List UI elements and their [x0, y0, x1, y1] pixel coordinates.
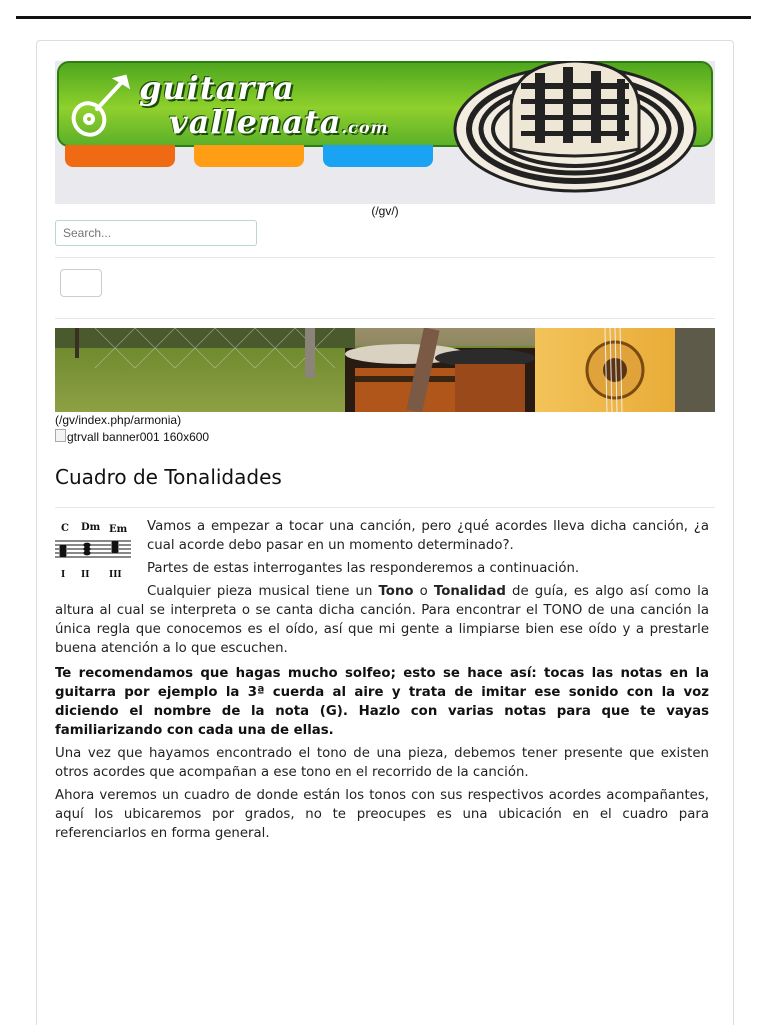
logo-text-main: vallenata [169, 103, 342, 141]
bold-term: Tono [378, 584, 414, 599]
score-chord-label: Dm [81, 522, 101, 533]
text-run: de guía, es algo así como la altura al cual se interpreta o se canta dicha canción. Para encontrar el TONO de una canción la única regla que conocemos es el oído, así que mi gente a limpiarse bien ese oído y a prestarle buena atención a lo que escuchen. [55, 584, 709, 656]
text-run: Cualquier pieza musical tiene un [147, 584, 379, 599]
logo-text-vallenata [169, 103, 388, 141]
logo-text-guitarra: guitarra [139, 69, 295, 107]
article-paragraph: Vamos a empezar a tocar una canción, pero ¿qué acordes lleva dicha canción, ¿a cual acorde debo pasar en un momento determinado?. [147, 519, 709, 553]
article-title: Cuadro de Tonalidades [55, 465, 282, 489]
score-chord-label: Em [109, 524, 128, 535]
score-degree-label: I [61, 570, 66, 580]
nav-tab-orange-dark[interactable] [65, 145, 175, 167]
photo-banner-link[interactable]: (/gv/index.php/armonia) [55, 413, 182, 427]
menu-toggle-button[interactable] [60, 269, 102, 297]
broken-image-alt-text: gtrvall banner001 160x600 [67, 430, 210, 444]
article-paragraph: Partes de estas interrogantes las responderemos a continuación. [147, 561, 580, 576]
article-body [55, 517, 709, 847]
divider [55, 507, 715, 508]
score-degree-label: III [109, 570, 122, 580]
guitar-logo-icon [69, 73, 131, 143]
sombrero-vueltiao-image [451, 61, 699, 193]
top-rule [16, 16, 751, 19]
article-paragraph [55, 582, 709, 658]
article-paragraph: Ahora veremos un cuadro de donde están los tonos con sus respectivos acordes acompañantes, aquí los ubicaremos por grados, no te preocupes es una ubicación en el cuadro para referenciarlos en forma general. [55, 788, 709, 841]
score-chord-label: C [61, 523, 69, 534]
divider [55, 257, 715, 258]
search-input[interactable] [55, 220, 257, 246]
page-container [36, 40, 734, 1025]
divider [55, 318, 715, 319]
article-paragraph: Una vez que hayamos encontrado el tono de una pieza, debemos tener presente que existen otros acordes que acompañan a ese tono en el recorrido de la canción. [55, 746, 709, 780]
banner-link-text[interactable]: (/gv/) [371, 204, 399, 218]
bold-term: Tonalidad [433, 584, 506, 599]
site-banner[interactable] [55, 61, 715, 204]
nav-tab-blue[interactable] [323, 145, 433, 167]
broken-image-alt[interactable] [55, 429, 209, 444]
instruments-photo-banner[interactable] [55, 328, 715, 412]
music-score-image [55, 519, 135, 589]
text-run: o [413, 584, 434, 599]
logo-text-suffix: .com [341, 118, 389, 137]
broken-image-icon [55, 429, 66, 442]
nav-tab-orange[interactable] [194, 145, 304, 167]
article-paragraph-bold: Te recomendamos que hagas mucho solfeo; esto se hace así: tocas las notas en la guitarra por ejemplo la 3ª cuerda al aire y trata de imitar ese sonido con la voz diciendo el nombre de la nota (G). Hazlo con varias notas para que te vayas familiarizando con cada una de ellas. [55, 666, 709, 738]
score-degree-label: II [81, 570, 90, 580]
